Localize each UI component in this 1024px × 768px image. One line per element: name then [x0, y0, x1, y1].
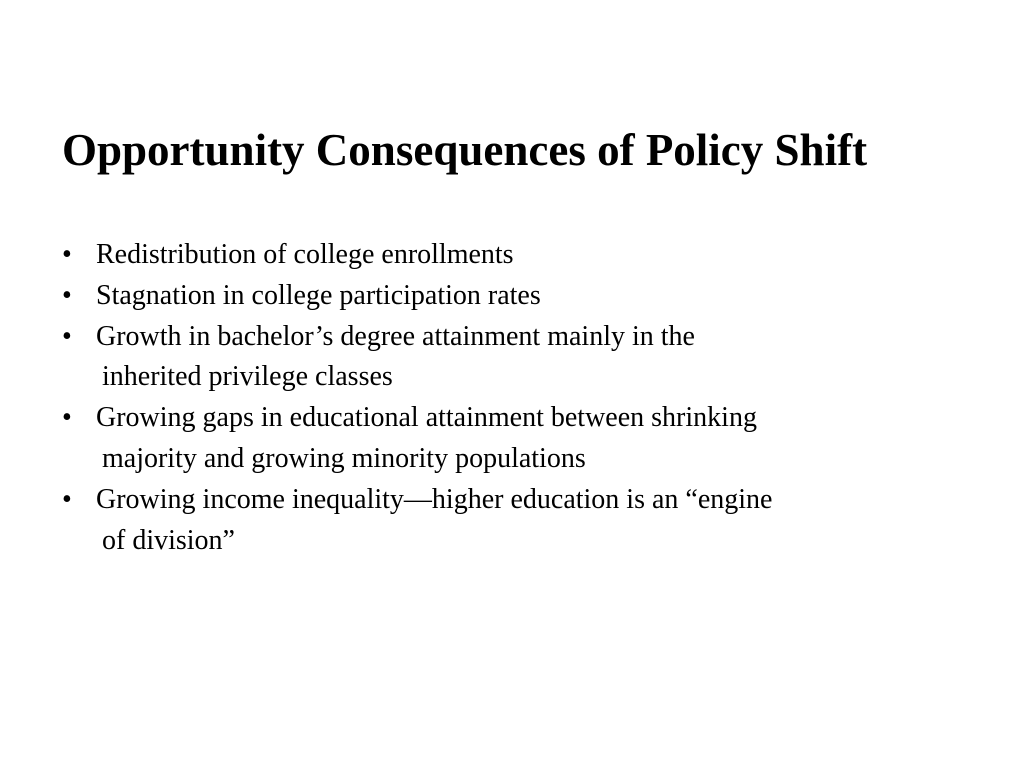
bullet-marker: •	[62, 483, 72, 515]
bullet-text: Growth in bachelor’s degree attainment mainly in the	[96, 320, 695, 352]
bullet-text-continuation: inherited privilege classes	[102, 361, 393, 393]
bullet-marker: •	[62, 239, 72, 270]
bullet-item	[62, 480, 962, 562]
bullet-item	[62, 317, 962, 399]
bullet-item	[62, 235, 962, 276]
bullet-text: Stagnation in college participation rates	[96, 279, 541, 311]
bullet-text-continuation: of division”	[102, 524, 235, 556]
bullet-marker: •	[62, 279, 72, 311]
bullet-marker: •	[62, 402, 72, 434]
bullet-item	[62, 398, 962, 480]
bullet-item	[62, 276, 962, 317]
bullet-text: Growing gaps in educational attainment between shrinking	[96, 402, 757, 434]
bullet-list	[62, 235, 962, 561]
bullet-text: Growing income inequality—higher education is an “engine	[96, 483, 773, 515]
bullet-text-continuation: majority and growing minority populations	[102, 442, 586, 474]
bullet-text: Redistribution of college enrollments	[96, 239, 514, 270]
bullet-marker: •	[62, 320, 72, 352]
slide-title: Opportunity Consequences of Policy Shift	[62, 125, 868, 175]
